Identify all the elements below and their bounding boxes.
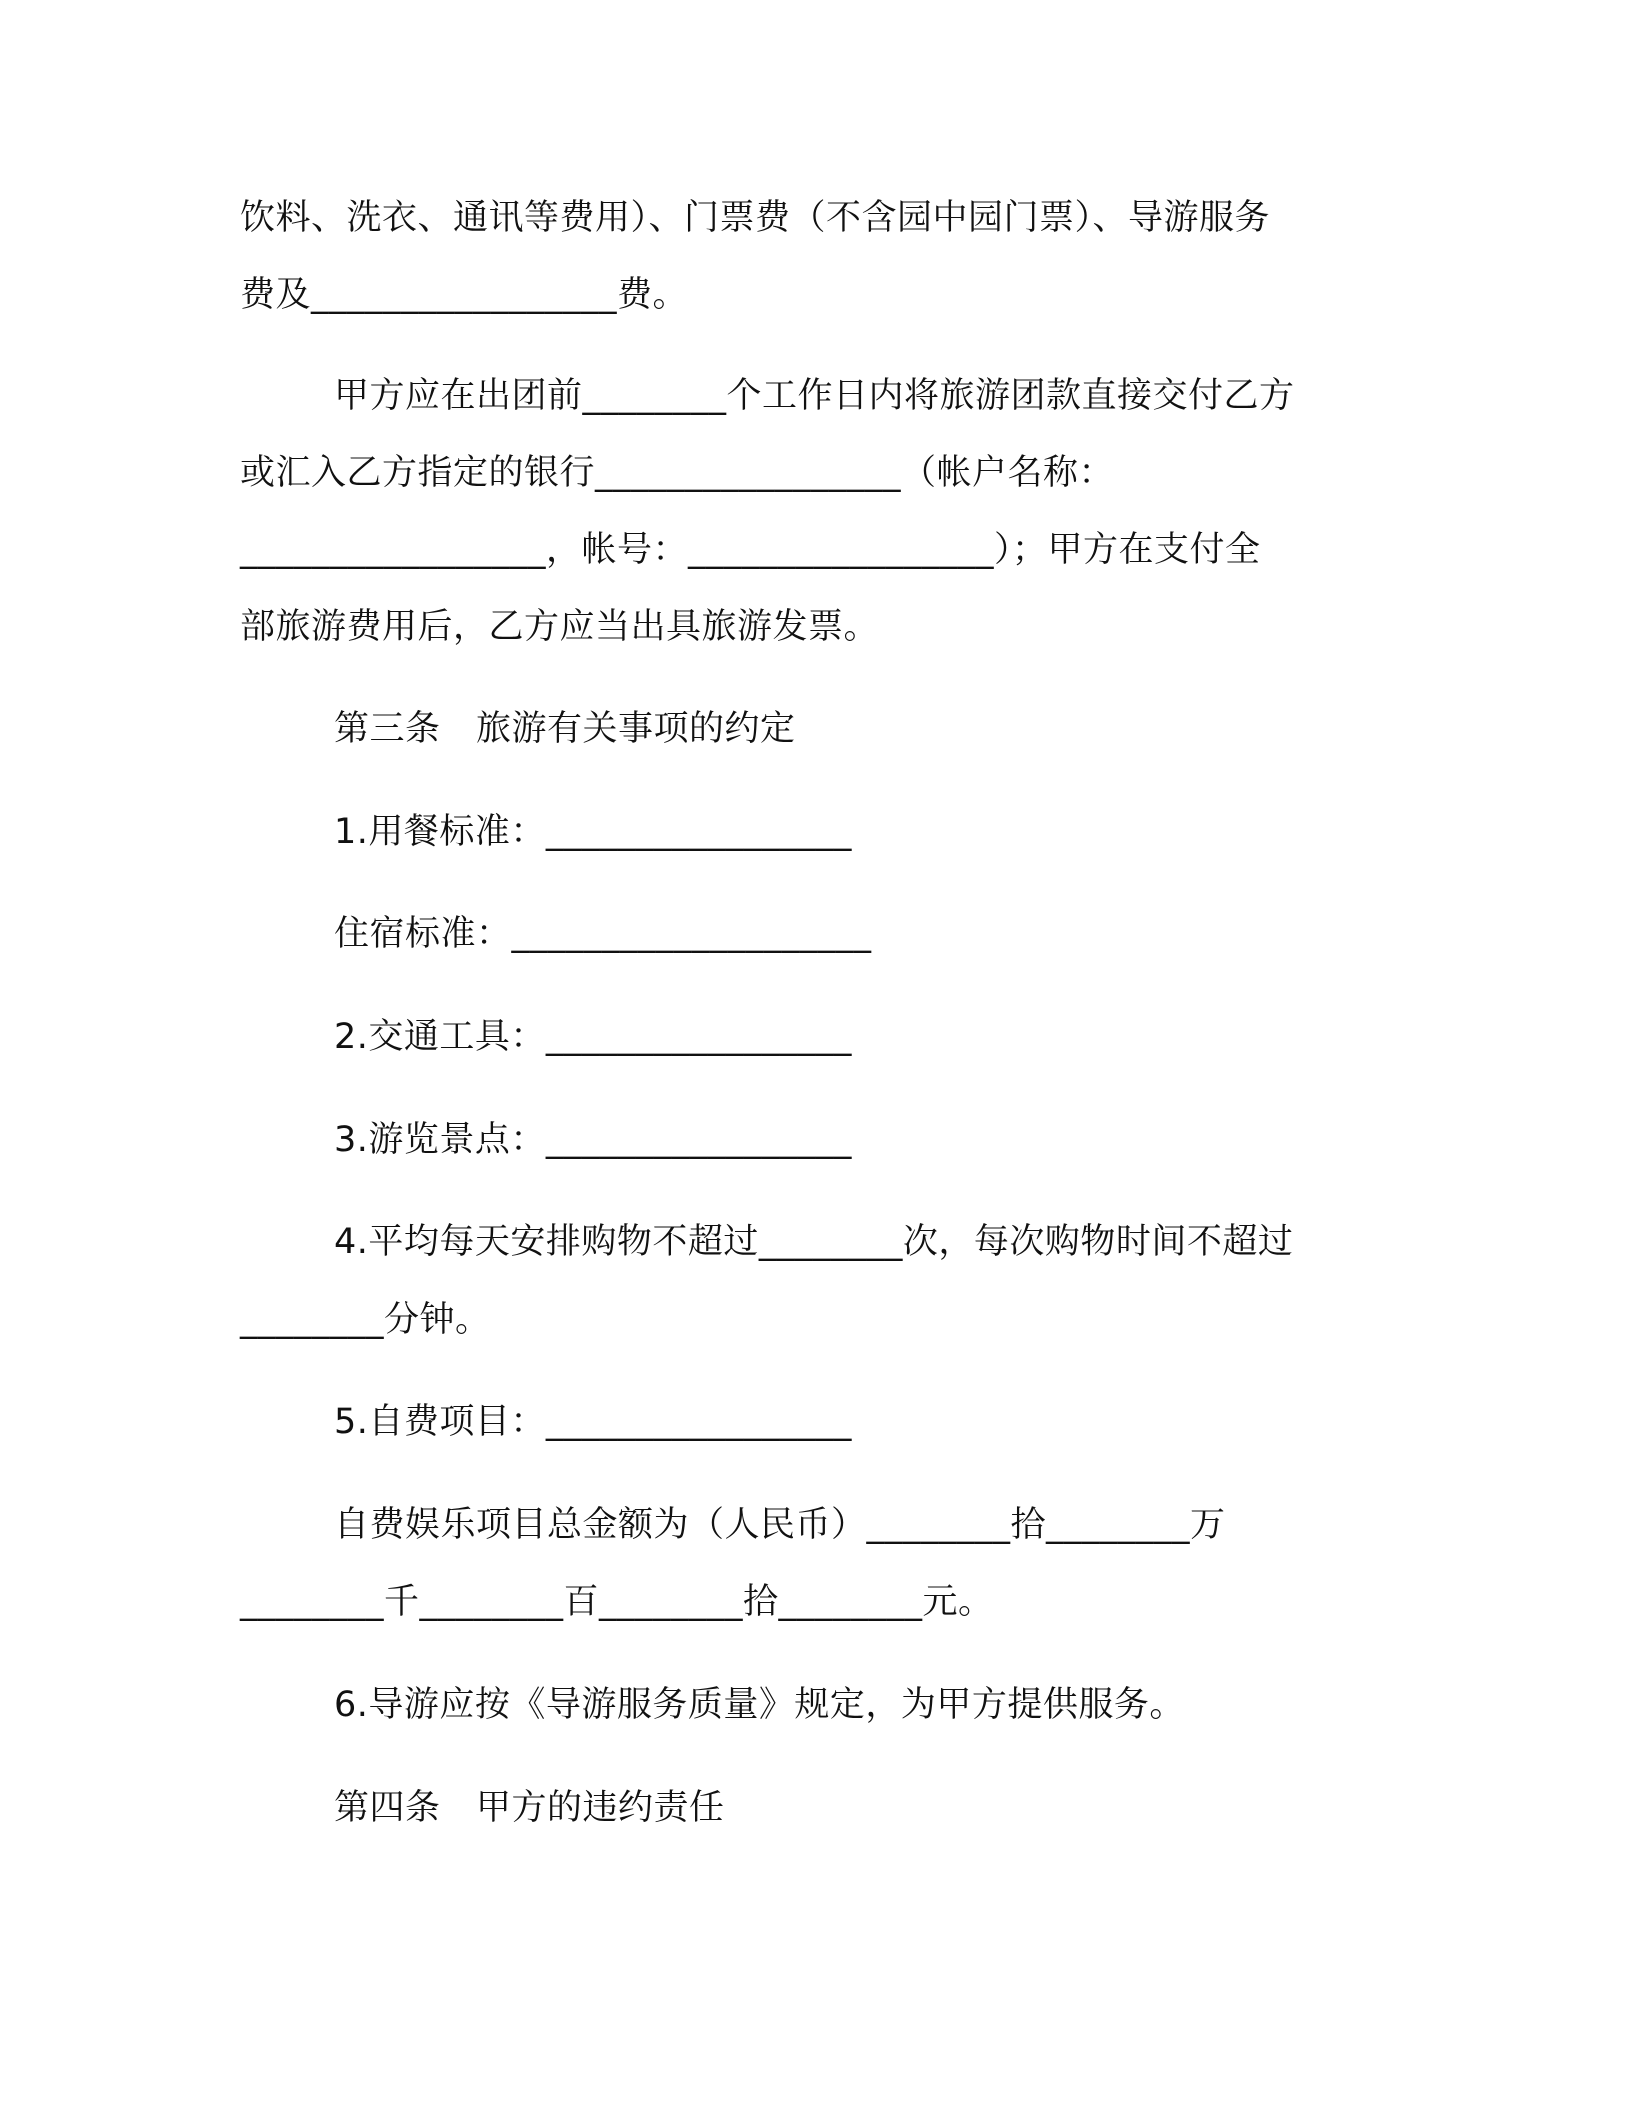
shopping-limit-line-2: ________分钟。 [240,1300,491,1340]
self-paid-items-line: 5.自费项目：_________________ [334,1402,852,1442]
payment-paragraph-line-4: 部旅游费用后，乙方应当出具旅游发票。 [240,607,880,647]
shopping-limit-line-1: 4.平均每天安排购物不超过________次，每次购物时间不超过 [334,1222,1294,1262]
payment-paragraph-line-1: 甲方应在出团前________个工作日内将旅游团款直接交付乙方 [334,376,1295,416]
article-four-heading: 第四条 甲方的违约责任 [334,1788,725,1828]
self-paid-total-line-2: ________千________百________拾________元。 [240,1582,994,1622]
guide-service-line: 6.导游应按《导游服务质量》规定，为甲方提供服务。 [334,1685,1185,1725]
meal-standard-line: 1.用餐标准：_________________ [334,812,852,852]
accommodation-standard-line: 住宿标准：____________________ [334,914,872,954]
self-paid-total-line-1: 自费娱乐项目总金额为（人民币）________拾________万 [334,1505,1226,1545]
transportation-line: 2.交通工具：_________________ [334,1017,852,1057]
payment-paragraph-line-3: _________________，帐号：_________________）；甲方在支付全 [240,530,1261,570]
article-three-heading: 第三条 旅游有关事项的约定 [334,709,796,749]
paragraph-line-1: 饮料、洗衣、通讯等费用）、门票费（不含园中园门票）、导游服务 [240,198,1271,238]
paragraph-line-2: 费及_________________费。 [240,275,689,315]
payment-paragraph-line-2: 或汇入乙方指定的银行_________________（帐户名称： [240,453,1115,493]
sightseeing-spots-line: 3.游览景点：_________________ [334,1120,852,1160]
